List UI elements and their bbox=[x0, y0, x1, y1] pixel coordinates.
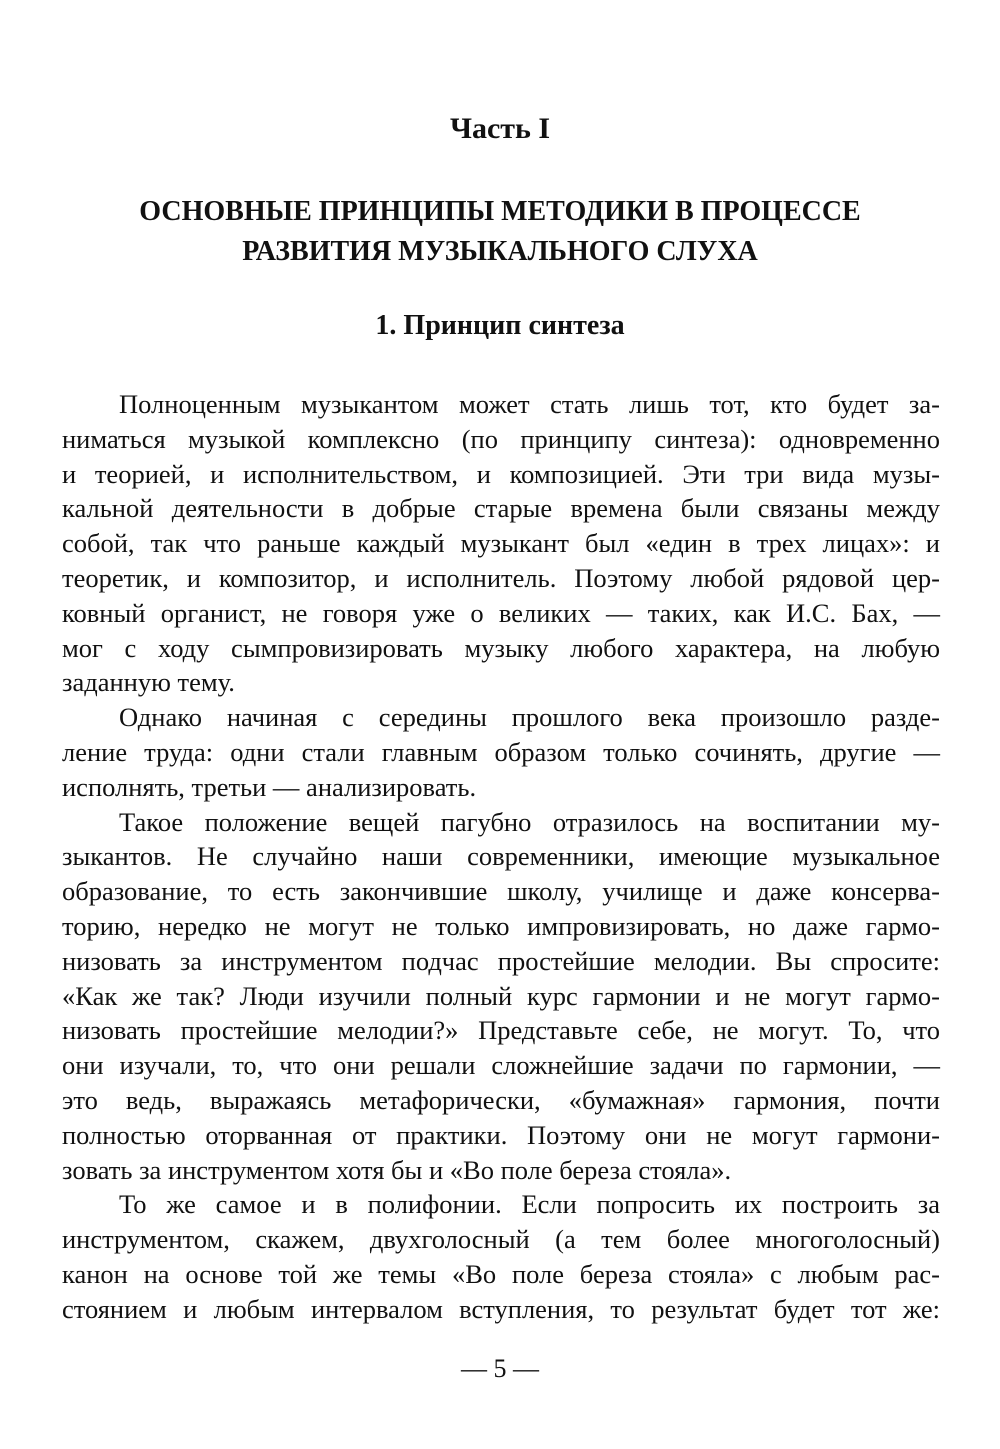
chapter-heading-line: РАЗВИТИЯ МУЗЫКАЛЬНОГО СЛУХА bbox=[242, 236, 758, 267]
text-line: заданную тему. bbox=[62, 667, 235, 698]
text-line: торию, нередко не могут не только импровизировать, но даже гармо- bbox=[62, 910, 940, 941]
text-line: это ведь, выражаясь метафорически, «бумажная» гармония, почти bbox=[62, 1084, 940, 1115]
part-title: Часть I bbox=[449, 112, 551, 145]
paragraph bbox=[62, 805, 940, 1188]
chapter-heading-line: ОСНОВНЫЕ ПРИНЦИПЫ МЕТОДИКИ В ПРОЦЕССЕ bbox=[139, 196, 861, 227]
paragraph bbox=[62, 1187, 940, 1326]
body-text bbox=[62, 387, 940, 1327]
text-line: Полноценным музыкантом может стать лишь тот, кто будет за- bbox=[119, 389, 940, 419]
section-title: 1. Принцип синтеза bbox=[375, 310, 625, 341]
text-line: теоретик, и композитор, и исполнитель. Поэтому любой рядовой цер- bbox=[62, 562, 940, 593]
text-line: кальной деятельности в добрые старые времена были связаны между bbox=[62, 493, 940, 524]
text-line: они изучали, то, что они решали сложнейшие задачи по гармонии, — bbox=[62, 1050, 940, 1081]
text-line: собой, так что раньше каждый музыкант был «един в трех лицах»: и bbox=[62, 528, 940, 559]
text-line: и теорией, и исполнительством, и композицией. Эти три вида музы- bbox=[62, 458, 940, 489]
text-line: полностью оторванная от практики. Поэтому они не могут гармони- bbox=[62, 1119, 940, 1150]
text-line: ковный органист, не говоря уже о великих — таких, как И.С. Бах, — bbox=[62, 597, 940, 628]
text-line: Однако начиная с середины прошлого века произошло разде- bbox=[119, 702, 940, 733]
text-line: низовать за инструментом подчас простейшие мелодии. Вы спросите: bbox=[62, 945, 940, 976]
text-line: образование, то есть закончившие школу, училище и даже консерва- bbox=[62, 876, 940, 907]
text-line: зыкантов. Не случайно наши современники, имеющие музыкальное bbox=[62, 841, 940, 872]
text-line: «Как же так? Люди изучили полный курс гармонии и не могут гармо- bbox=[62, 980, 940, 1011]
text-line: стоянием и любым интервалом вступления, то результат будет тот же: bbox=[62, 1293, 940, 1324]
paragraph bbox=[62, 700, 940, 804]
text-line: низовать простейшие мелодии?» Представьте себе, не могут. То, что bbox=[62, 1015, 940, 1046]
text-line: ниматься музыкой комплексно (по принципу синтеза): одновременно bbox=[62, 423, 940, 454]
page-number: — 5 — bbox=[461, 1354, 539, 1383]
text-line: инструментом, скажем, двухголосный (а тем более многоголосный) bbox=[62, 1224, 940, 1255]
text-line: исполнять, третьи — анализировать. bbox=[62, 771, 477, 802]
chapter-heading bbox=[40, 192, 960, 272]
text-line: мог с ходу сымпровизировать музыку любого характера, на любую bbox=[62, 632, 940, 663]
text-line: ление труда: одни стали главным образом только сочинять, другие — bbox=[62, 736, 940, 767]
paragraph bbox=[62, 387, 940, 700]
text-line: Такое положение вещей пагубно отразилось на воспитании му- bbox=[119, 806, 940, 837]
text-line: зовать за инструментом хотя бы и «Во поле береза стояла». bbox=[62, 1154, 732, 1185]
text-line: канон на основе той же темы «Во поле береза стояла» с любым рас- bbox=[62, 1258, 940, 1289]
text-line: То же самое и в полифонии. Если попросить их построить за bbox=[119, 1189, 940, 1220]
